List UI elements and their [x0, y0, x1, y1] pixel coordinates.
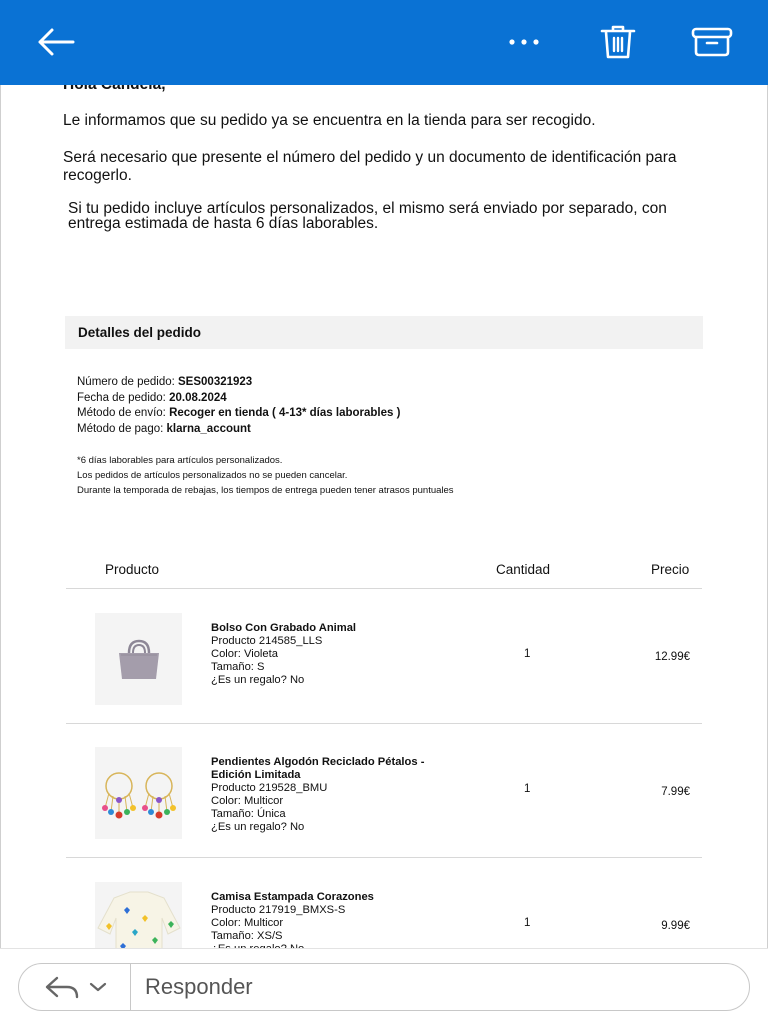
reply-icon	[43, 973, 81, 1001]
order-item-row	[0, 747, 768, 881]
product-code: Producto 219528_BMU	[211, 782, 328, 794]
email-paragraph-3: Si tu pedido incluye artículos personalizados, el mismo será enviado por separado, con entrega estimada de hasta 6 días laborables.	[68, 200, 667, 232]
back-button[interactable]	[33, 20, 77, 64]
product-price: 9.99€	[661, 920, 690, 932]
delete-button[interactable]	[596, 20, 640, 64]
chevron-down-icon	[89, 981, 107, 993]
product-code: Producto 217919_BMXS-S	[211, 904, 346, 916]
product-color: Color: Violeta	[211, 648, 278, 660]
product-price: 7.99€	[661, 786, 690, 798]
order-details-header	[65, 316, 703, 349]
arrow-left-icon	[35, 26, 75, 58]
email-body	[0, 85, 768, 948]
column-header-price: Precio	[651, 562, 690, 577]
column-header-product: Producto	[105, 562, 160, 577]
order-note: *6 días laborables para artículos personalizados.	[77, 455, 283, 466]
product-size: Tamaño: S	[211, 661, 265, 673]
order-date-line	[77, 391, 400, 407]
order-note: Durante la temporada de rebajas, los tiempos de entrega pueden tener atrasos puntuales	[77, 485, 454, 496]
product-quantity: 1	[524, 917, 531, 929]
product-price: 12.99€	[654, 651, 690, 663]
order-notes	[77, 453, 454, 498]
order-info	[77, 375, 400, 437]
product-name[interactable]: Bolso Con Grabado Animal	[211, 622, 357, 634]
payment-method-value: klarna_account	[166, 422, 251, 435]
more-horizontal-icon	[506, 37, 542, 47]
table-divider	[66, 588, 702, 589]
reply-input[interactable]	[131, 974, 691, 1000]
product-code: Producto 214585_LLS	[211, 635, 323, 647]
reply-bar	[0, 948, 768, 1024]
reply-composer	[18, 963, 750, 1011]
product-gift: ¿Es un regalo? No	[211, 821, 305, 833]
product-quantity: 1	[524, 783, 531, 795]
email-paragraph-2: Será necesario que presente el número del pedido y un documento de identificación para recogerlo.	[63, 149, 677, 184]
order-number-line	[77, 375, 400, 391]
product-quantity: 1	[524, 648, 531, 660]
product-gift: ¿Es un regalo? No	[211, 674, 305, 686]
order-note: Los pedidos de artículos personalizados no se pueden cancelar.	[77, 470, 348, 481]
product-color: Color: Multicor	[211, 795, 284, 807]
product-image-earrings[interactable]	[95, 747, 182, 839]
column-header-quantity: Cantidad	[496, 562, 551, 577]
product-details	[211, 891, 471, 956]
order-item-row	[0, 613, 768, 747]
product-color: Color: Multicor	[211, 917, 284, 929]
trash-icon	[599, 24, 637, 60]
order-date-label: Fecha de pedido:	[77, 391, 170, 404]
product-name[interactable]: Camisa Estampada Corazones	[211, 891, 374, 903]
order-details-title: Detalles del pedido	[78, 325, 202, 340]
payment-method-line	[77, 422, 400, 438]
product-details	[211, 756, 466, 834]
product-size: Tamaño: Única	[211, 808, 286, 820]
product-size: Tamaño: XS/S	[211, 930, 283, 942]
shipping-method-label: Método de envío:	[77, 407, 170, 419]
payment-method-label: Método de pago:	[77, 422, 167, 435]
top-toolbar	[0, 0, 768, 85]
table-divider	[66, 723, 702, 724]
shipping-method-line	[77, 406, 400, 422]
more-options-button[interactable]	[502, 20, 546, 64]
order-number-label: Número de pedido:	[77, 376, 179, 388]
email-paragraph-1: Le informamos que su pedido ya se encuentra en la tienda para ser recogido.	[63, 112, 596, 129]
shipping-method-value: Recoger en tienda ( 4-13* días laborables )	[169, 407, 401, 419]
product-details	[211, 622, 471, 687]
product-image-bag[interactable]	[95, 613, 182, 705]
order-number-value: SES00321923	[178, 376, 253, 388]
archive-icon	[691, 26, 733, 58]
order-date-value: 20.08.2024	[169, 391, 227, 404]
reply-options-button[interactable]	[19, 964, 131, 1010]
archive-button[interactable]	[690, 20, 734, 64]
product-name[interactable]: Pendientes Algodón Reciclado Pétalos - Edición Limitada	[211, 756, 425, 781]
table-divider	[66, 857, 702, 858]
